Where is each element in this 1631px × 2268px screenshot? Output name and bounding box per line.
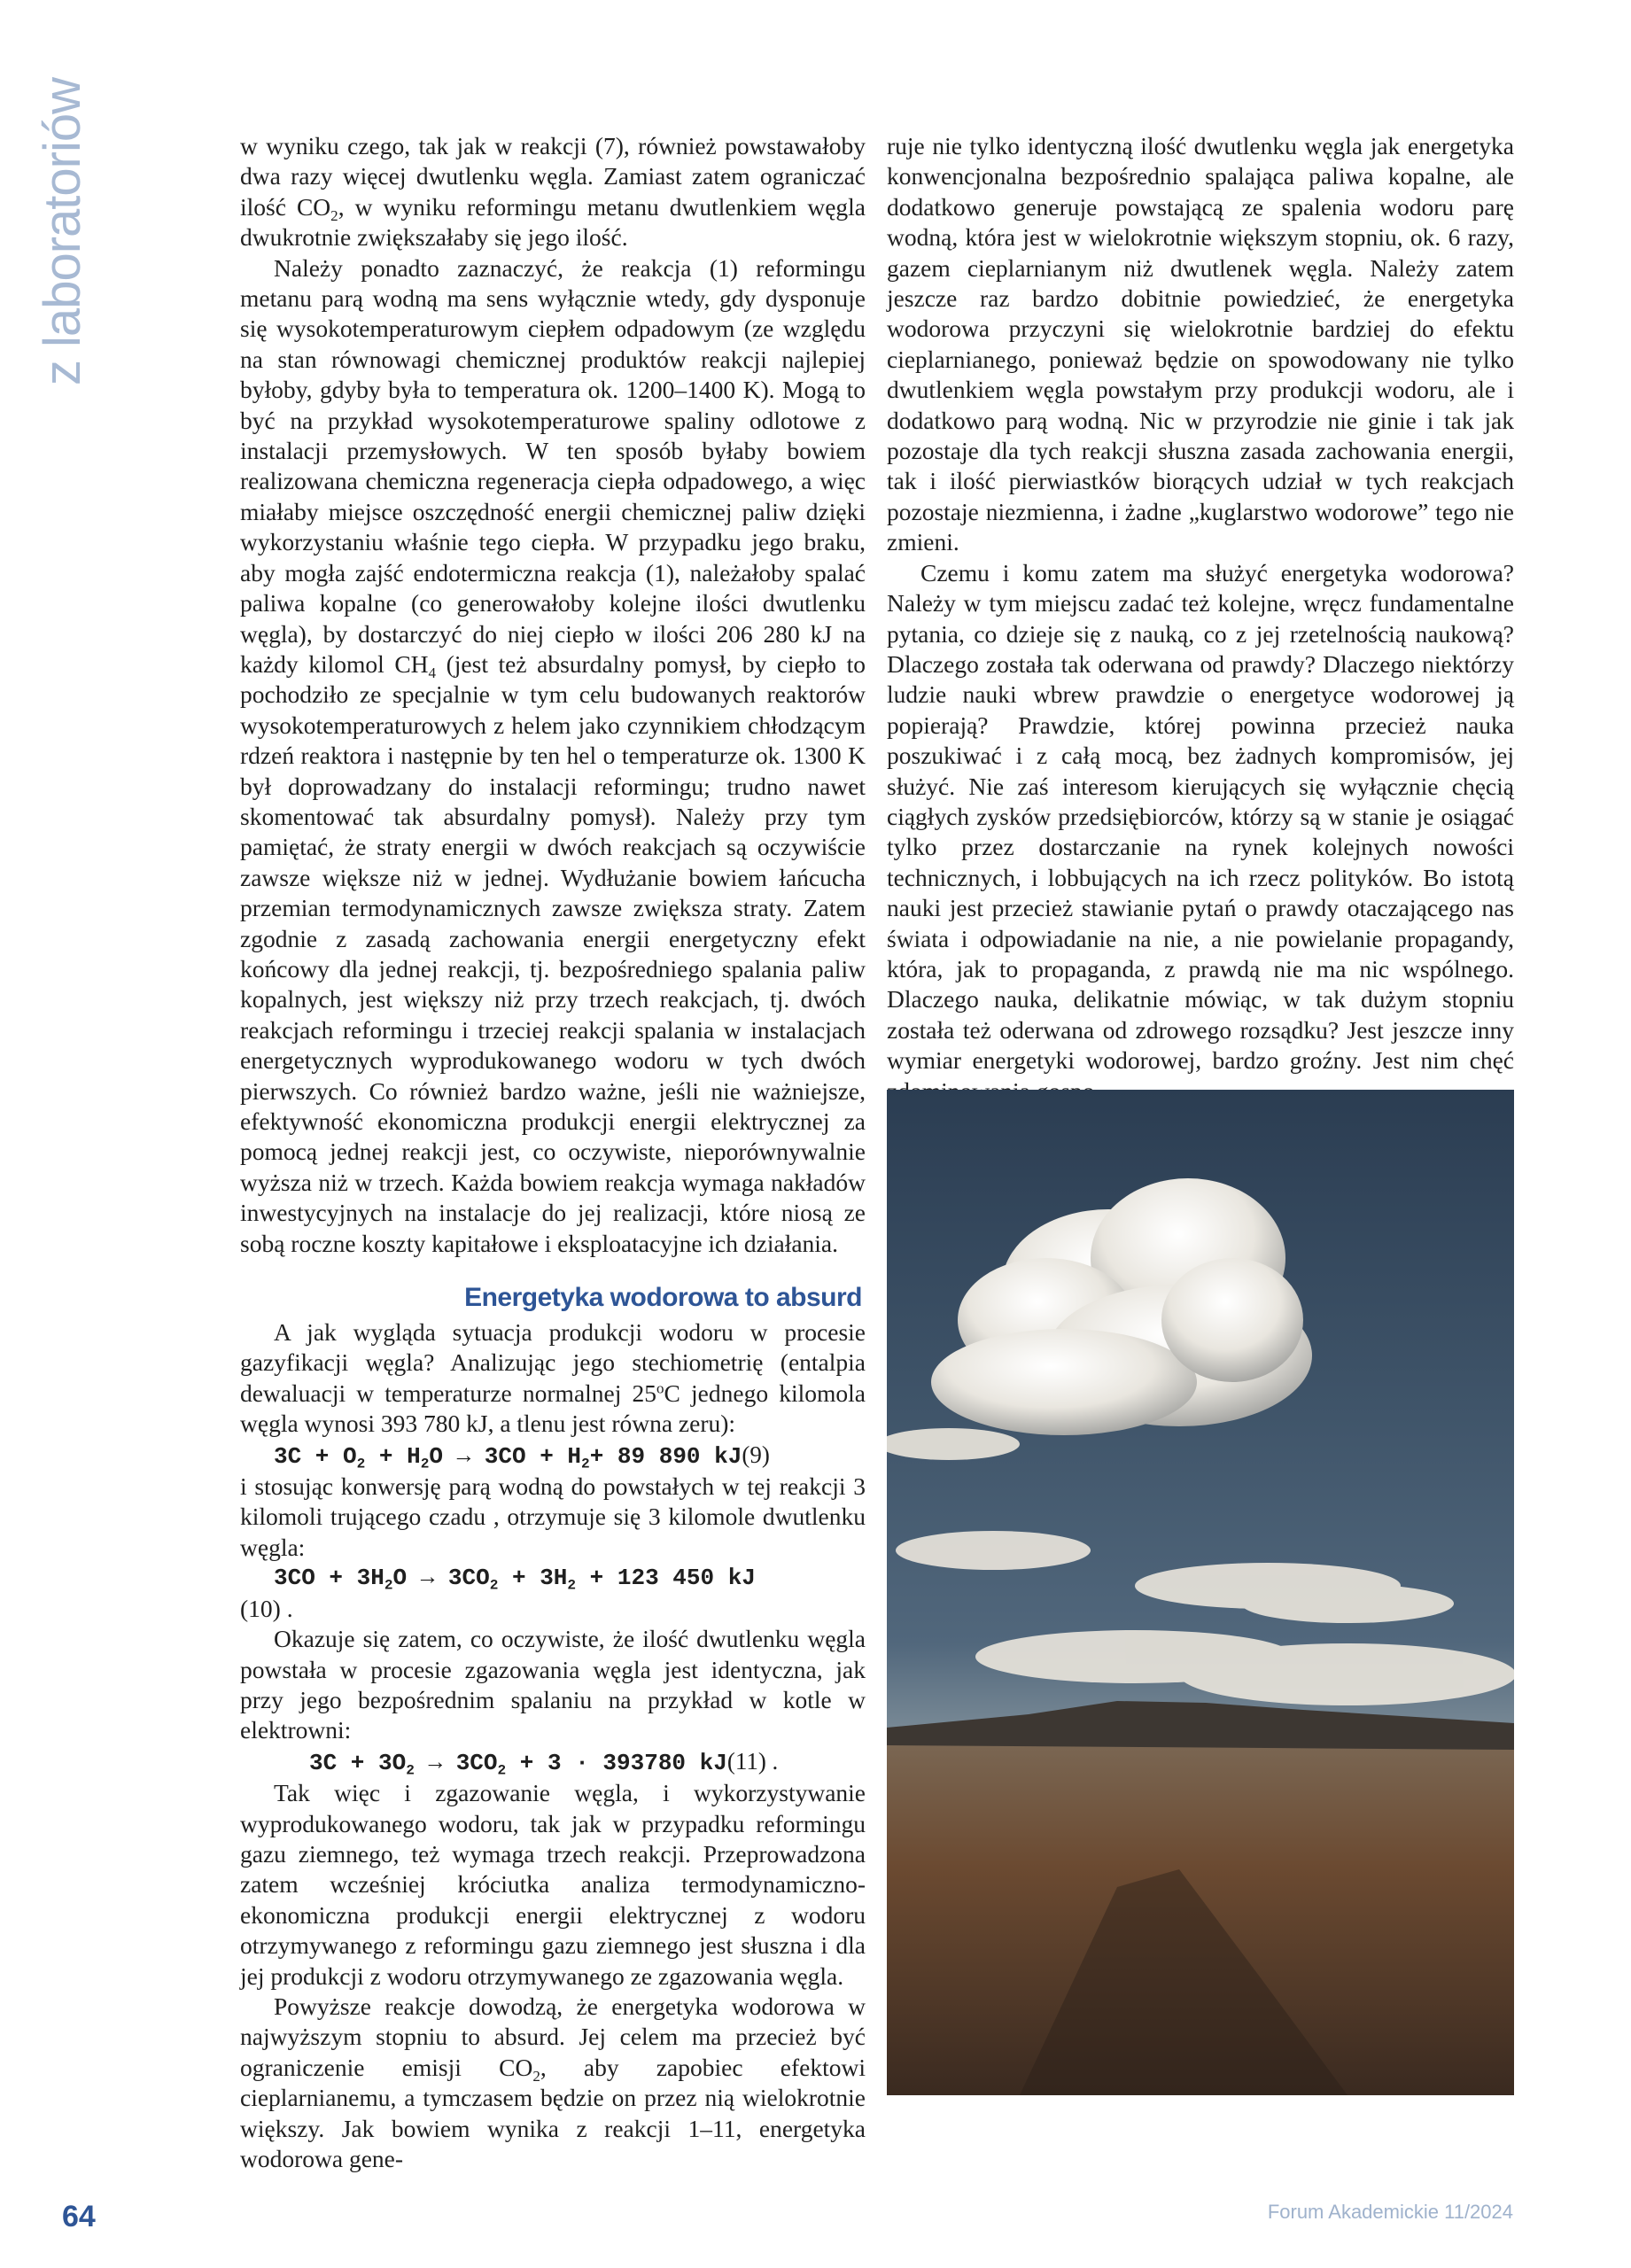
paragraph: Powyższe reakcje dowodzą, że energetyka wodorowa w najwyższym stopniu to absurd. Jej celem ma przecież być ograniczenie emisji $CO_2$, aby zapobiec efektowi cieplarnianemu, a tymczasem będzie on przez nią wielokrotnie większy. Jak bowiem wynika z reakcji 1–11, energetyka wodorowa gene- [240,1992,866,2172]
paragraph: Okazuje się zatem, co oczywiste, że ilość dwutlenku węgla powstała w procesie zgazowania węgla jest identyczna, jak przy jego bezpośrednim spalaniu na przykład w kotle w elektrowni: [240,1625,866,1744]
paragraph: Tak więc i zgazowanie węgla, i wykorzystywanie wyprodukowanego wodoru, tak jak w przypadku reformingu gazu ziemnego, też wymaga trzech reakcji. Przeprowadzona zatem wcześniej króciutka analiza termodynamiczno-ekonomiczna produkcji energii elektrycznej z wodoru otrzymywanego z reformingu gazu ziemnego jest słuszna i dla jej produkcji z wodoru otrzymywanego ze zgazowania węgla. [240,1779,866,1990]
right-column [887,131,1514,1107]
paragraph: ruje nie tylko identyczną ilość dwutlenku węgla jak energetyka konwencjonalna bezpośrednio spalająca paliwa kopalne, ale dodatkowo generuje powstającą ze spalenia wodoru parę wodną, która jest w wielokrotnie większym stopniu, ok. 6 razy, gazem cieplarnianym niż dwutlenek węgla. Należy zatem jeszcze raz bardzo dobitnie powiedzieć, że energetyka wodorowa przyczyni się wielokrotnie bardziej do efektu cieplarnianego, ponieważ będzie on spowodowany nie tylko dwutlenkiem węgla powstałym przy produkcji wodoru, ale i dodatkowo parą wodną. Nic w przyrodzie nie ginie i tak jak pozostaje dla tych reakcji słuszna zasada zachowania energii, tak i ilość pierwiastków biorących udział w tych reakcjach pozostaje niezmienna, i żadne „kuglarstwo wodorowe” tego nie zmieni. [887,132,1514,556]
paragraph: A jak wygląda sytuacja produkcji wodoru w procesie gazyfikacji węgla? Analizując jego stechiometrię (entalpia dewaluacji w temperaturze normalnej 25$^o$C jednego kilomola węgla wynosi 393 780 kJ, a tlenu jest równa zeru): [240,1318,866,1438]
cloud-landscape-illustration [887,1090,1514,2095]
paragraph: w wyniku czego, tak jak w reakcji (7), również powstawałoby dwa razy więcej dwutlenku węgla. Zamiast zatem ograniczać ilość $CO_2$, w wyniku reformingu metanu dwutlenkiem węgla dwukrotnie zwiększałaby się jego ilość. [240,132,866,252]
left-column [240,131,866,2174]
equation-10-number: (10) . [240,1594,293,1622]
page-number: 64 [62,2200,96,2233]
journal-footer: Forum Akademickie 11/2024 [1267,2201,1513,2223]
section-heading: Energetyka wodorowa to absurd [464,1283,862,1313]
big-cloud [931,1178,1312,1435]
paragraph: Należy ponadto zaznaczyć, że reakcja (1) reformingu metanu parą wodną ma sens wyłącznie wtedy, gdy dysponuje się wysokotemperaturowym ciepłem odpadowym (ze względu na stan równowagi chemicznej produktów reakcji najlepiej byłoby, gdyby była to temperatura ok. 1200–1400 K). Mogą to być na przykład wysokotemperaturowe spaliny odlotowe z instalacji przemysłowych. W ten sposób byłaby bowiem realizowana chemiczna regeneracja ciepła odpadowego, a więc miałaby miejsce oszczędność energii chemicznej paliw dzięki wykorzystaniu właśnie tego ciepła. W przypadku jego braku, aby mogła zajść endotermiczna reakcja (1), należałoby spalać paliwa kopalne (co generowałoby kolejne ilości dwutlenku węgla), by dostarczyć do niej ciepło w ilości 206 280 kJ na każdy kilomol $CH_4$ (jest też absurdalny pomysł, by ciepło to pochodziło ze specjalnie w tym celu budowanych reaktorów wysokotemperaturowych z helem jako czynnikiem chłodzącym rdzeń reaktora i następnie by ten hel o temperaturze ok. 1300 K był doprowadzany do instalacji reformingu; trudno nawet skomentować tak absurdalny pomysł). Należy przy tym pamiętać, że straty energii w dwóch reakcjach są oczywiście zawsze większe niż w jednej. Wydłużanie bowiem łańcucha przemian termodynamicznych zawsze zwiększa straty. Zatem zgodnie z zasadą zachowania energii energetyczny efekt końcowy dla jednej reakcji, tj. bezpośredniego spalania paliw kopalnych, jest większy niż przy trzech reakcjach, tj. dwóch reakcjach reformingu i trzeciej reakcji spalania w instalacjach energetycznych wyprodukowanego wodoru w tych dwóch pierwszych. Co również bardzo ważne, jeśli nie ważniejsze, efektywność ekonomiczna produkcji energii elektrycznej za pomocą jednej reakcji jest, co oczywiste, nieporównywalnie wyższa niż w trzech. Każda bowiem reakcja wymaga nakładów inwestycyjnych na instalacje do jej realizacji, które niosą ze sobą roczne koszty kapitałowe i eksploatacyjne ich działania. [240,253,866,1257]
paragraph: Czemu i komu zatem ma służyć energetyka wodorowa? Należy w tym miejscu zadać też kolejne, wręcz fundamentalne pytania, co dzieje się z nauką, co z jej rzetelnością naukową? Dlaczego została tak oderwana od prawdy? Dlaczego niektórzy ludzie nauki wbrew prawdzie o energetyce wodorowej ją popierają? Prawdzie, której powinna przecież nauka poszukiwać i z całą mocą, bez żadnych kompromisów, jej służyć. Nie zaś interesom kierujących się wyłącznie chęcią ciągłych zysków przedsiębiorców, którzy są w stanie je osiągać tylko przez dostarczanie na rynek kolejnych nowości technicznych, i lobbujących na ich rzecz polityków. Bo istotą nauki jest przecież stawianie pytań o prawdy otaczającego nas świata i odpowiadanie na nie, a nie powielanie propagandy, która, jak to propaganda, z prawdą nie ma nic wspólnego. Dlaczego nauka, delikatnie mówiąc, w tak dużym stopniu została też oderwana od zdrowego rozsądku? Jest jeszcze inny wymiar energetyki wodorowej, bardzo groźny. Jest nim chęć [887,558,1514,1075]
equation-10: $3CO + 3H_2O \to 3CO_2 + 3H_2 + 123$ 450 kJ [274,1565,756,1594]
section-label: z laboratoriów [33,78,91,386]
paragraph: i stosując konwersję parą wodną do powstałych w tej reakcji 3 kilomoli trującego czadu , otrzymuje się 3 kilomole dwutlenku węgla: [240,1472,866,1561]
equation-9: $3C + O_2 + H_2O \to 3CO + H_2+ 89$ 890 kJ(9) [274,1441,770,1472]
small-clouds [887,1428,1514,1705]
equation-11: $3C + 3O_2 \to 3CO_2 + 3 \cdot 393780$ kJ(11) . [309,1747,779,1779]
landscape-photo [887,1090,1514,2095]
